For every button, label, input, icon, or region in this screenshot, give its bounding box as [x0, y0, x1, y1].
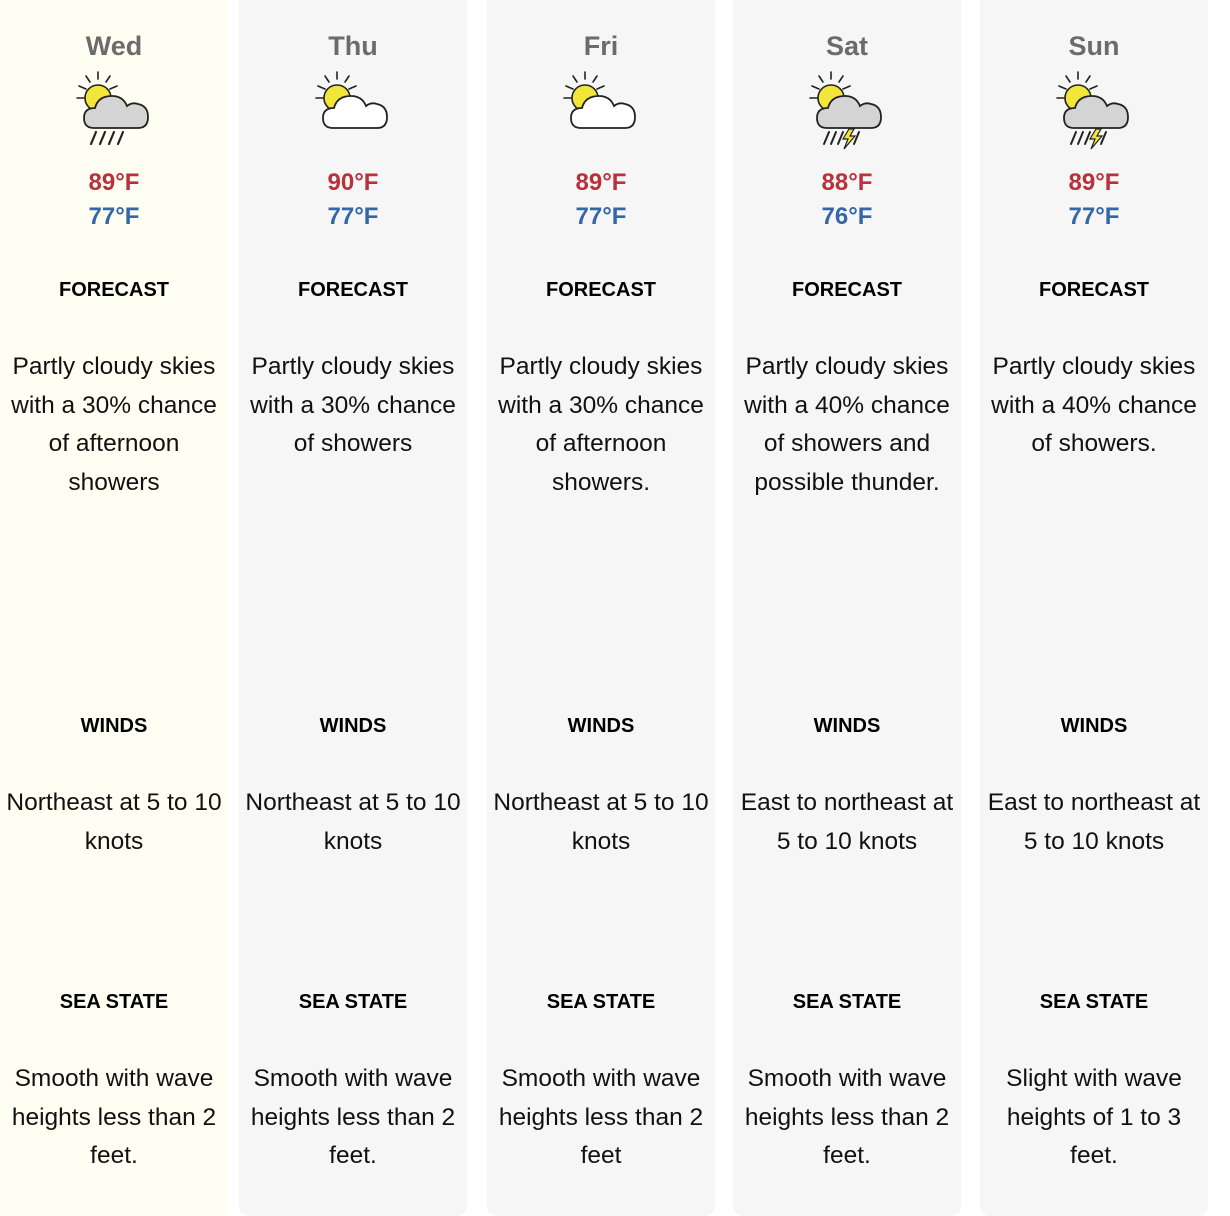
day-column-sun: [980, 0, 1208, 1216]
winds-heading: WINDS: [319, 715, 387, 737]
forecast-heading: FORECAST: [59, 279, 169, 301]
winds-text: East to northeast at 5 to 10 knots: [740, 789, 954, 855]
sea-state-text: Smooth with wave heights less than 2 feet.: [744, 1065, 950, 1170]
forecast-heading: FORECAST: [546, 279, 656, 301]
sea-state-heading: SEA STATE: [546, 991, 656, 1013]
winds-text: Northeast at 5 to 10 knots: [6, 789, 222, 855]
sea-state-text: Slight with wave heights of 1 to 3 feet.: [1006, 1065, 1182, 1170]
partly-cloudy-icon: [557, 66, 645, 154]
winds-text: Northeast at 5 to 10 knots: [493, 789, 709, 855]
sea-state-heading: SEA STATE: [1039, 991, 1149, 1013]
thunderstorm-icon: [803, 66, 891, 154]
day-name: Wed: [85, 31, 143, 61]
forecast-text: Partly cloudy skies with a 40% chance of showers and possible thunder.: [744, 353, 950, 496]
high-temp: 90°F: [327, 169, 379, 196]
high-temp: 88°F: [821, 169, 873, 196]
sea-state-text: Smooth with wave heights less than 2 feet.: [250, 1065, 456, 1170]
low-temp: 77°F: [88, 203, 140, 230]
winds-text: Northeast at 5 to 10 knots: [245, 789, 461, 855]
high-temp: 89°F: [88, 169, 140, 196]
day-column-wed: [0, 0, 228, 1216]
forecast-heading: FORECAST: [1039, 279, 1149, 301]
day-column-thu: [239, 0, 467, 1216]
winds-heading: WINDS: [1060, 715, 1128, 737]
low-temp: 77°F: [1068, 203, 1120, 230]
low-temp: 77°F: [575, 203, 627, 230]
sea-state-text: Smooth with wave heights less than 2 feet: [498, 1065, 704, 1170]
sea-state-text: Smooth with wave heights less than 2 feet.: [11, 1065, 217, 1170]
winds-heading: WINDS: [567, 715, 635, 737]
winds-text: East to northeast at 5 to 10 knots: [987, 789, 1201, 855]
sea-state-heading: SEA STATE: [298, 991, 408, 1013]
day-name: Thu: [328, 31, 378, 61]
forecast-text: Partly cloudy skies with a 30% chance of showers: [250, 353, 456, 458]
low-temp: 76°F: [821, 203, 873, 230]
low-temp: 77°F: [327, 203, 379, 230]
forecast-text: Partly cloudy skies with a 30% chance of afternoon showers: [11, 353, 217, 496]
sea-state-heading: SEA STATE: [59, 991, 169, 1013]
thunderstorm-icon: [1050, 66, 1138, 154]
day-name: Sun: [1068, 31, 1120, 61]
forecast-text: Partly cloudy skies with a 40% chance of showers.: [991, 353, 1197, 458]
forecast-heading: FORECAST: [792, 279, 902, 301]
day-column-sat: [733, 0, 961, 1216]
forecast-heading: FORECAST: [298, 279, 408, 301]
partly-cloudy-icon: [309, 66, 397, 154]
forecast-text: Partly cloudy skies with a 30% chance of afternoon showers.: [498, 353, 704, 496]
high-temp: 89°F: [575, 169, 627, 196]
day-name: Fri: [583, 31, 619, 61]
day-name: Sat: [825, 31, 869, 61]
winds-heading: WINDS: [813, 715, 881, 737]
winds-heading: WINDS: [80, 715, 148, 737]
high-temp: 89°F: [1068, 169, 1120, 196]
partly-cloudy-showers-icon: [70, 66, 158, 154]
day-column-fri: [487, 0, 715, 1216]
sea-state-heading: SEA STATE: [792, 991, 902, 1013]
